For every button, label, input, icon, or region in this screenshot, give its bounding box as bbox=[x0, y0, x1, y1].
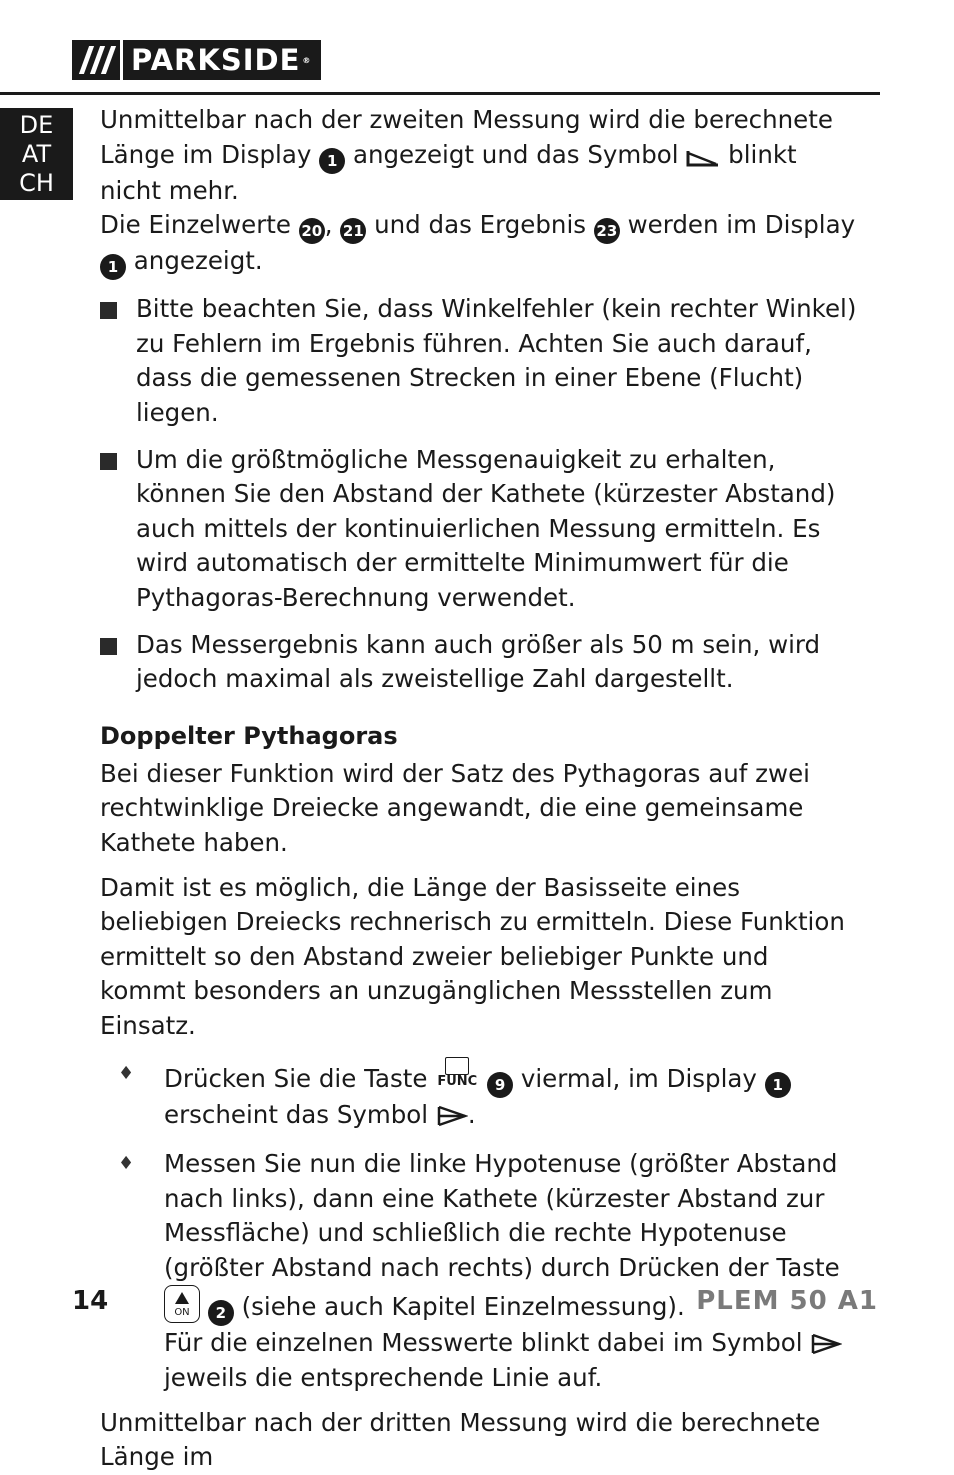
text: (siehe auch Kapitel Einzelmessung). bbox=[233, 1292, 685, 1322]
func-ref-badge: 9 bbox=[487, 1072, 513, 1098]
text: jeweils die entsprechende Linie auf. bbox=[164, 1363, 603, 1393]
text: viermal, im Display bbox=[513, 1064, 765, 1094]
lang-de: DE bbox=[19, 111, 54, 139]
model-name: PLEM 50 A1 bbox=[696, 1286, 878, 1316]
text: , bbox=[324, 210, 341, 240]
right-triangle-icon bbox=[686, 149, 720, 167]
logo-wordmark bbox=[123, 40, 321, 80]
bullet-note: Das Messergebnis kann auch größer als 50 m sein, wird jedoch maximal als zweistellige Zahl dargestellt. bbox=[100, 628, 860, 697]
display-ref-badge: 1 bbox=[319, 148, 345, 174]
language-tab bbox=[0, 108, 73, 200]
section-intro: Damit ist es möglich, die Länge der Basisseite eines beliebigen Dreiecks rechnerisch zu ermitteln. Diese Funktion ermittelt so den Abstand zweier beliebiger Punkte und kommt besonders an unzugänglichen Messstellen zum Einsatz. bbox=[100, 872, 845, 1040]
text: werden im Display bbox=[619, 210, 856, 240]
value-ref-badge: 21 bbox=[340, 218, 366, 244]
header-rule bbox=[0, 92, 880, 95]
paragraph-values bbox=[100, 208, 860, 280]
bullet-note: Um die größtmögliche Messgenauigkeit zu erhalten, können Sie den Abstand der Kathete (kürzester Abstand) auch mittels der kontinuierlichen Messung ermitteln. Es wird automatisch der ermittelte Minimumwert für die Pythagoras-Berechnung verwendet. bbox=[100, 443, 860, 616]
func-key-label: FUNC bbox=[437, 1074, 478, 1090]
bullet-note: Bitte beachten Sie, dass Winkelfehler (kein rechter Winkel) zu Fehlern im Ergebnis führen. Achten Sie auch darauf, dass die gemessenen Strecken in einer Ebene (Flucht) liegen. bbox=[100, 292, 860, 430]
func-key-icon bbox=[435, 1057, 479, 1093]
paragraph-display-result bbox=[100, 103, 860, 208]
text: Für die einzelnen Messwerte blinkt dabei im Symbol bbox=[164, 1328, 811, 1358]
lang-ch: CH bbox=[19, 169, 54, 197]
double-triangle-icon bbox=[436, 1105, 468, 1127]
text: angezeigt. bbox=[126, 246, 263, 276]
on-ref-badge: 2 bbox=[208, 1300, 234, 1326]
text: Drücken Sie die Taste bbox=[164, 1064, 436, 1094]
page-number: 14 bbox=[72, 1286, 109, 1316]
text: Die Einzelwerte bbox=[100, 210, 299, 240]
logo-slashes-icon bbox=[72, 40, 120, 80]
brand-logo bbox=[72, 40, 321, 80]
on-key-icon bbox=[164, 1285, 200, 1323]
display-ref-badge: 1 bbox=[100, 254, 126, 280]
section-heading: Doppelter Pythagoras bbox=[100, 721, 398, 750]
instruction-step bbox=[100, 1147, 860, 1396]
on-key-label: ON bbox=[174, 1307, 190, 1319]
closing-paragraph: Unmittelbar nach der dritten Messung wird die berechnete Länge im bbox=[100, 1407, 821, 1472]
text: erscheint das Symbol bbox=[164, 1100, 436, 1130]
registered-mark: ® bbox=[302, 55, 312, 65]
lang-at: AT bbox=[21, 140, 52, 168]
text: blinkt nicht mehr. bbox=[100, 139, 797, 205]
double-triangle-icon bbox=[810, 1333, 842, 1355]
text: . bbox=[467, 1100, 476, 1130]
instruction-step bbox=[100, 1057, 860, 1133]
brand-name: PARKSIDE bbox=[131, 43, 301, 77]
text: Messen Sie nun die linke Hypotenuse (größter Abstand nach links), dann eine Kathete (kürzester Abstand zur Messfläche) und schließlich die rechte Hypotenuse (größter Abstand nach rechts) durch Drücken der Taste bbox=[164, 1149, 840, 1282]
section-intro: Bei dieser Funktion wird der Satz des Pythagoras auf zwei rechtwinklige Dreiecke angewandt, die eine gemeinsame Kathete haben. bbox=[100, 758, 810, 857]
text: und das Ergebnis bbox=[366, 210, 594, 240]
text: angezeigt und das Symbol bbox=[345, 139, 687, 169]
text: Unmittelbar nach der zweiten Messung wird die berechnete Länge im Display bbox=[100, 105, 833, 169]
page-body bbox=[100, 103, 860, 1475]
value-ref-badge: 20 bbox=[299, 218, 325, 244]
result-ref-badge: 23 bbox=[594, 218, 620, 244]
display-ref-badge: 1 bbox=[765, 1072, 791, 1098]
